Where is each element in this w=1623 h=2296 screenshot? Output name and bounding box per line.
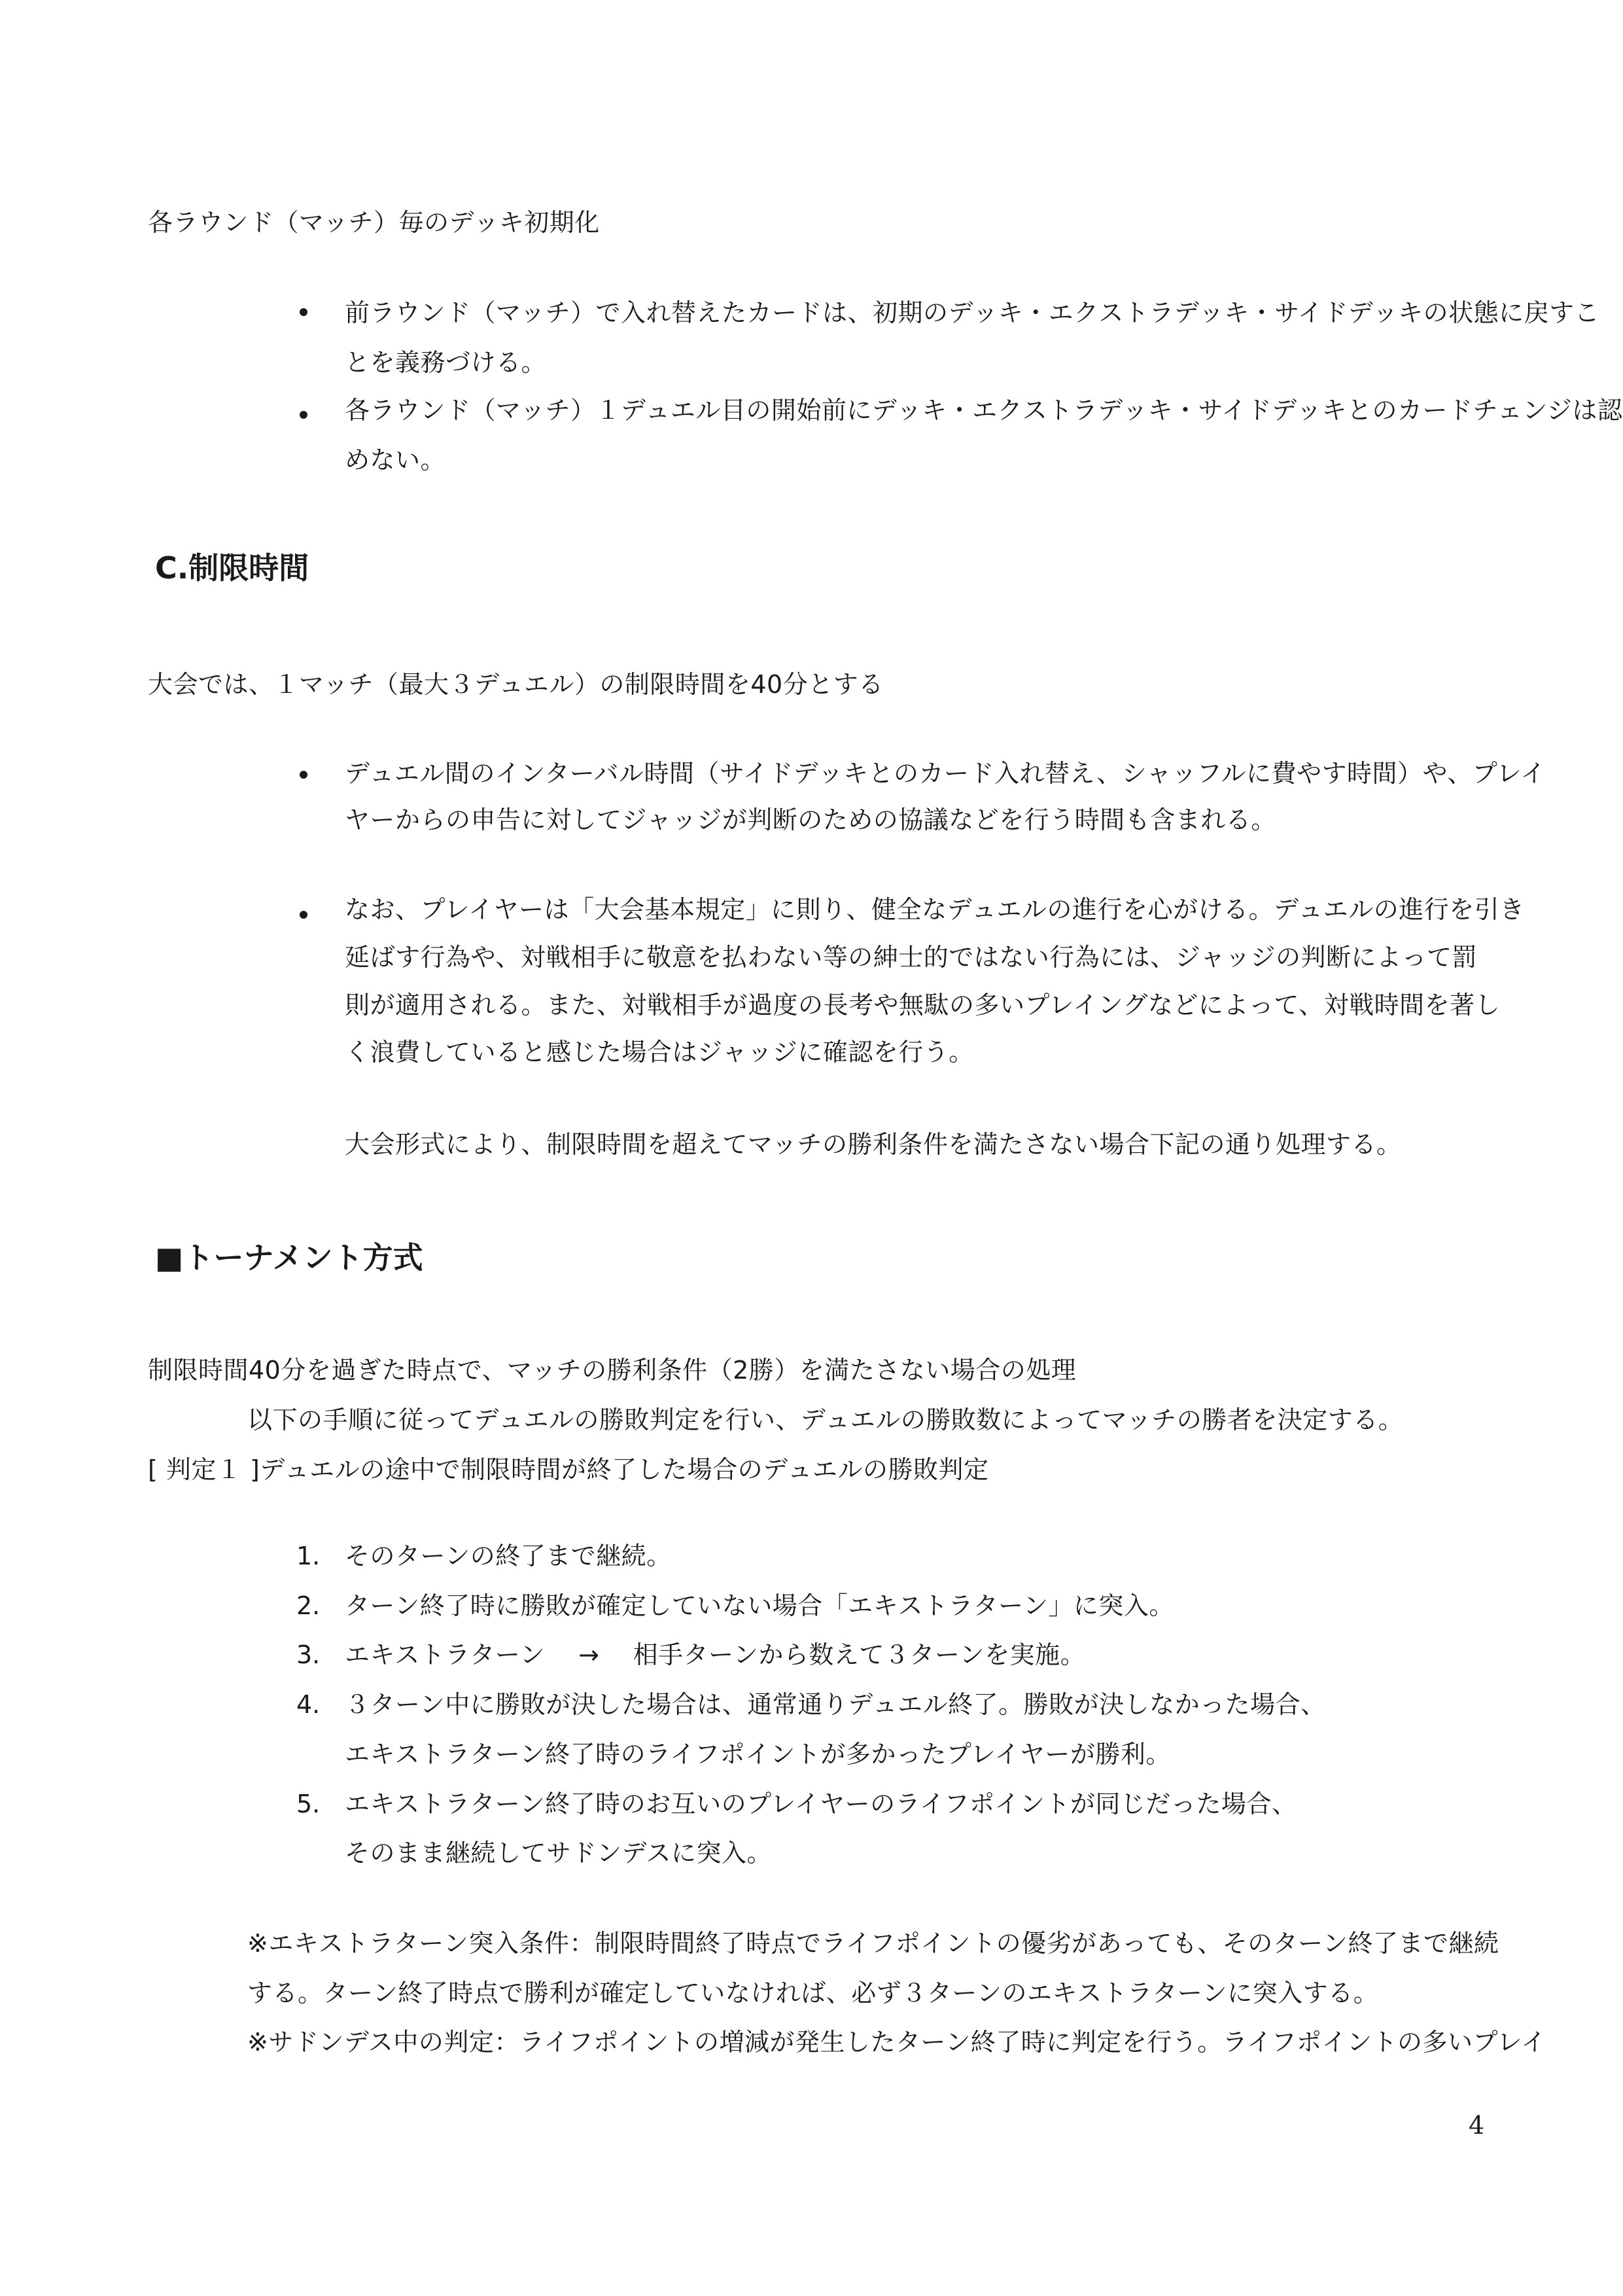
deck-reset-title: 各ラウンド（マッチ）毎のデッキ初期化	[148, 208, 600, 237]
tournament-intro-line-1: 制限時間40分を過ぎた時点で、マッチの勝利条件（2勝）を満たさない場合の処理	[148, 1356, 1077, 1385]
time-limit-bullet-1-line-2: ヤーからの申告に対してジャッジが判断のための協議などを行う時間も含まれる。	[345, 805, 1276, 834]
page-number: 4	[1469, 2111, 1485, 2140]
step-4-line-1: ３ターン中に勝敗が決した場合は、通常通りデュエル終了。勝敗が決しなかった場合、	[345, 1690, 1326, 1719]
step-number: 4.	[296, 1690, 321, 1719]
bullet-dot	[300, 771, 307, 779]
step-3-line-1: エキストラターン → 相手ターンから数えて３ターンを実施。	[345, 1640, 1086, 1669]
tournament-note-line-1: ※エキストラターン突入条件：制限時間終了時点でライフポイントの優劣があっても、そのターン終了まで継続	[247, 1929, 1499, 1958]
step-4-line-2: エキストラターン終了時のライフポイントが多かったプレイヤーが勝利。	[345, 1740, 1171, 1769]
deck-reset-bullet-1-line-2: とを義務づける。	[345, 348, 547, 377]
time-limit-format-note: 大会形式により、制限時間を超えてマッチの勝利条件を満たさない場合下記の通り処理する。	[345, 1130, 1402, 1159]
step-number: 2.	[296, 1591, 321, 1620]
bullet-dot	[300, 308, 307, 316]
step-number: 5.	[296, 1790, 321, 1818]
time-limit-bullet-2-line-4: く浪費していると感じた場合はジャッジに確認を行う。	[345, 1038, 974, 1067]
tournament-note-line-3: ※サドンデス中の判定：ライフポイントの増減が発生したターン終了時に判定を行う。ライフポイントの多いプレイ	[247, 2028, 1546, 2057]
tournament-intro-line-2: 以下の手順に従ってデュエルの勝敗判定を行い、デュエルの勝敗数によってマッチの勝者を決定する。	[247, 1405, 1404, 1434]
time-limit-intro: 大会では、１マッチ（最大３デュエル）の制限時間を40分とする	[148, 670, 884, 699]
tournament-heading: ■トーナメント方式	[155, 1240, 423, 1275]
step-number: 1.	[296, 1542, 321, 1570]
time-limit-bullet-2-line-1: なお、プレイヤーは「大会基本規定」に則り、健全なデュエルの進行を心がける。デュエルの進行を引き	[345, 895, 1525, 924]
step-1-line-1: そのターンの終了まで継続。	[345, 1542, 672, 1570]
judgement-title: [ 判定１ ]デュエルの途中で制限時間が終了した場合のデュエルの勝敗判定	[148, 1455, 989, 1484]
time-limit-bullet-2-line-2: 延ばす行為や、対戦相手に敬意を払わない等の紳士的ではない行為には、ジャッジの判断によって罰	[345, 943, 1477, 972]
bullet-dot	[300, 411, 307, 419]
bullet-dot	[300, 911, 307, 919]
step-2-line-1: ターン終了時に勝敗が確定していない場合「エキストラターン」に突入。	[345, 1591, 1174, 1620]
step-5-line-2: そのまま継続してサドンデスに突入。	[345, 1839, 772, 1867]
time-limit-bullet-1-line-1: デュエル間のインターバル時間（サイドデッキとのカード入れ替え、シャッフルに費やす時間）や、プレイ	[345, 759, 1546, 788]
deck-reset-bullet-2-line-1: 各ラウンド（マッチ）１デュエル目の開始前にデッキ・エクストラデッキ・サイドデッキとのカードチェンジは認	[345, 396, 1623, 425]
step-5-line-1: エキストラターン終了時のお互いのプレイヤーのライフポイントが同じだった場合、	[345, 1790, 1297, 1818]
time-limit-bullet-2-line-3: 則が適用される。また、対戦相手が過度の長考や無駄の多いプレイングなどによって、対戦時間を著し	[345, 991, 1501, 1019]
step-number: 3.	[296, 1640, 321, 1669]
tournament-note-line-2: する。ターン終了時点で勝利が確定していなければ、必ず３ターンのエキストラターンに突入する。	[247, 1979, 1379, 2007]
time-limit-heading: C.制限時間	[155, 550, 309, 586]
deck-reset-bullet-2-line-2: めない。	[345, 446, 446, 474]
deck-reset-bullet-1-line-1: 前ラウンド（マッチ）で入れ替えたカードは、初期のデッキ・エクストラデッキ・サイドデッキの状態に戻すこ	[345, 298, 1600, 327]
